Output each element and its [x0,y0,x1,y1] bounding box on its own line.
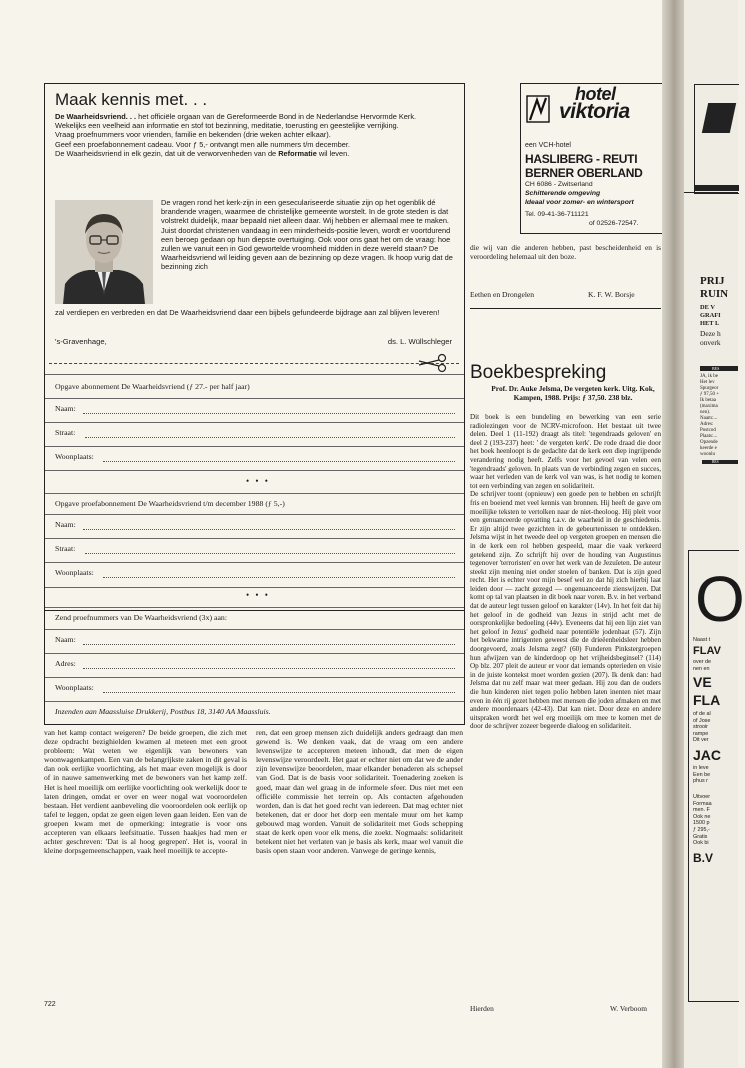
author-portrait [55,200,153,304]
rp-nen: nen). [700,410,711,415]
divider-6 [45,493,464,494]
rp-overde: over de [693,659,711,665]
review-book-info: Prof. Dr. Auke Jelsma, De vergeten kerk. Uitg. Kok, Kampen, 1988. Prijs: ƒ 37,50. 238 blz. [491,384,655,402]
form-body-right: De vragen rond het kerk-zijn in een geseculariseerde situatie zijn op het ogenblik dé brandende vragen, waarmee de christelijke gemeente worstelt. In de grote steden is dat volstrekt duidelijk, maar bepaald niet alleen daar. Wij hebben er allemaal mee te maken. Juist doordat christenen vandaag in een minderheids-positie leven, wordt er voortdurend een beroep gedaan op hun diepste overtuiging. Ook voor ons gaat het om de vraag: hoe zullen we vanuit een in God gewortelde vroomheid midden in deze wereld staan? De Waarheidsvriend wil leiding geven aan de bezinning op deze vragen. Ik hoop vurig dat de bezinning zich [161,198,453,272]
rp-ditver: Dit ver [693,737,709,744]
article-column-1: van het kamp contact weigeren? De beide groepen, die zich met deze opdracht bezighielden kwamen al meteen met een groot probleem: Wat weten we eigenlijk van bewoners van woonwagenkampen. Een van de belangrijkste zaken in dit geval is dan ook eerlijke voorlichting, als het maar even mogelijk is door of in nauwe samenwerking met de bewoners van het kamp zelf. Het is heel moeilijk om eerlijke voorlichting ook werkelijk door te laten dringen, omdat er over en weer nogal wat vooroordelen bestaan. Het verdient aanbeveling die vooroordelen ook eerlijk op tafel te leggen, opdat ze geen eigen leven gaan leiden. Een van de groepen kwam met de opmerking: integratie is voor ons accepteren van elkaars leefsituatie. Tussen haakjes had men er achter geschreven: 'Dat is al hoog gegrepen'. Het is, vooral in kleine dorpsgemeenschappen, vaak heel moeilijk te accepte- [44,728,247,856]
rp-naast: Naast t [693,637,711,643]
rp-ad-frame-2 [688,550,745,1002]
s2-straat-field[interactable] [85,553,455,554]
rp-prij: PRIJ [700,275,725,287]
rp-postc: Postcod [700,428,716,433]
s1-straat-label: Straat: [55,428,76,437]
review-paragraph-2: De schrijver toont (opnieuw) een goede pen te hebben en schrijft fris en boeiend met veel kennis van bronnen. Hij heeft de gave om moeilijke teksten te vertolken naar de niet-theoloog. Hij pleit voor een genuanceerde opvatting t.a.v. de waarheid in de geschiedenis. Er zijn altijd twee gezichten in de gebeurtenissen te ontdekken. Jelsma wijst in het tweede deel op vergeten groepen en mensen die in de kerk een rol hebben gespeeld, maar die vaak verkeerd getekend zijn. Zo schrijft hij over de houding van Augustinus tegenover 'terroristen' en over het werk van de Jezuïeten. De auteur steekt zijn mening niet onder stoelen of banken. Dat is zijn goed recht. Het is echter voor mijn besef wel zo dat hij zich hierbij laat leiden door — zacht gezegd — ongenuanceerde zienswijzen. Dat komt op tal van plaatsen in dit boek naar voren. B.v. in het verband dat de auteur legt tussen geloof en karakter (14v). In het feit dat hij het geloof in de godheid van Jezus in strijd acht met de oorspronkelijke bedoeling (44v). Eveneens dat hij een lijn ziet van het geloof in Jezus' godheid naar potentiële jodenhaat (57). Zijn het bekwame intrigenten geweest die de drieëenheidsleer hebben doorgevoerd, zoals Jelsma zegt? (60) Funderen Pinkstergroepen hun afwijzen van de kinderdoop op het vrijheidsbeginsel? (114) Op blz. 207 pleit de auteur er voor dat iemands opterieden en visie in de juiste kontekst moet worden gezien (207). Ik denk dan: had Jelsma dat nu zelf maar wat meer gedaan. Hij zou dan de ouders die hun kinderen niet tegen polio hebben laten inenten niet maar even in één rij gezet hebben met mensen die joden afmaken en met andere moordenaars (42-43). Dat kan niet. Door deze en andere uitspraken wordt het wel erg moeilijk om mee te komen met de door de schrijver zozeer begeerde dialoog en solidariteit. [470,490,661,731]
hotel-tel-2: of 02526-72547. [589,220,639,227]
s1-straat-field[interactable] [85,437,455,438]
s3-woonplaats-field[interactable] [103,692,455,693]
hotel-tagline-1: Schitterende omgeving [525,190,601,197]
rp-opz: Opzende [700,440,718,445]
adjacent-page [684,0,745,1068]
rp-adres: Adres: [700,422,714,427]
review-sign-name: W. Verboom [610,1004,647,1013]
separator-1: • • • [246,476,270,486]
rp-p1500: 1500 p [693,820,710,827]
rp-f97: ƒ 97,50 + [700,392,720,397]
rp-block-1 [693,711,711,744]
divider-8 [45,538,464,539]
divider-2 [45,398,464,399]
s3-adres-field[interactable] [83,668,455,669]
rp-logo-mark [702,103,736,133]
rp-ikbet: Ik betaa [700,398,716,403]
rp-ramp: rampe [693,730,709,737]
intro-reformatie: Reformatie [278,148,317,158]
hotel-name-1: HASLIBERG - REUTI [525,152,638,166]
rp-book-ad [684,192,738,513]
place-name: 's-Gravenhage, [55,337,107,346]
rp-ofdeal: of de al [693,711,711,717]
hotel-address: CH 6086 - Zwitserland [525,181,593,188]
intro-line-5a: De Waarheidsvriend in elk gezin, dat uit de verworvenheden van de [55,148,279,158]
hotel-logo-line1: hotel [575,84,616,104]
rp-ja: JA, ik be [700,374,718,379]
rp-ad-bar [695,185,739,191]
book-gutter [662,0,684,1068]
rp-block-3 [693,794,712,847]
rp-onverk: onverk [700,338,721,347]
rp-stroo: strooir [693,724,708,731]
s2-naam-field[interactable] [83,529,455,530]
hotel-name-2: BERNER OBERLAND [525,166,643,180]
rp-flav: FLAV [693,645,721,657]
rp-phus: phus r [693,778,708,785]
rp-de: DE V [700,304,715,311]
hotel-tel-1: Tel. 09-41-36-711121 [525,211,589,218]
s2-woonplaats-field[interactable] [103,577,455,578]
s2-naam-label: Naam: [55,520,76,529]
divider-11 [45,607,464,608]
s3-naam-field[interactable] [83,644,455,645]
divider-3 [45,422,464,423]
rp-spurg: Spurgeor [700,386,719,391]
divider-9 [45,562,464,563]
top-right-sign-name: K. F. W. Borsje [588,290,635,299]
intro-line-4: Geef een proefabonnement cadeau. Voor ƒ 5,- ontvangt men alle nummers t/m december. [55,139,350,149]
rp-eenbe: Een be [693,771,711,778]
s3-adres-label: Adres: [55,659,76,668]
form-title: Maak kennis met. . . [55,90,208,109]
s3-naam-label: Naam: [55,635,76,644]
rp-plaats: Plaats:... [700,434,718,439]
hotel-tagline-2: Ideaal voor zomer- en wintersport [525,199,634,206]
form-footer-address: Inzenden aan Maassluise Drukkerij, Postbus 18, 3140 AA Maassluis. [55,707,271,716]
hotel-advertisement [520,83,663,234]
review-heading: Boekbespreking [470,362,607,383]
rp-jac: JAC [693,747,722,763]
rp-ookbi: Ook bi [693,840,709,847]
rp-fla: FLA [693,692,721,708]
intro-bold: De Waarheidsvriend. . . [55,112,137,121]
divider-5 [45,470,464,471]
rp-bes: BES [712,366,720,371]
review-paragraph-1: Dit boek is een bundeling en bewerking van een serie radiolezingen voor de NCRV-microfoon. Het bestaat uit twee delen. Deel 1 (11-192) draagt als titel: 'tegendraads geloven' en deel 2 (193-237) heet: ' de vergeten kerk'. De rode draad die door het boek heenloopt is de gedachte dat de kerk een diep ingrijpende verandering nodig heeft. Zelfs voor het gevoel van velen een 'tegendraads' geloven. In plaats van de verbinding zegen en succes, waar het verleden van de kerk vol van was, is het nodig te komen tot een verbinding van zegen en solidariteit. [470,413,661,490]
rp-bv: B.V [693,851,714,865]
divider-13 [45,653,464,654]
top-right-sign-place: Eethen en Drongelen [470,290,535,299]
rp-ookne: Ook ne [693,813,711,820]
rp-woon: woonlu [700,452,715,457]
form-box-lower [44,586,465,725]
intro-line-1: het officiële orgaan van de Gereformeerde Bond in de Nederlandse Hervormde Kerk. [136,112,417,121]
portrait-image [55,200,153,304]
s1-naam-field[interactable] [83,413,455,414]
rp-ad-frame-1 [694,84,739,194]
intro-line-3: Vraag proefnummers voor vrienden, familie en bekenden (drie weken achter elkaar). [55,130,331,140]
rp-ofjos: of Jose [693,717,711,724]
subscription-form-box [44,83,465,611]
s1-woonplaats-field[interactable] [103,461,455,462]
rp-hetlev: Het lev [700,380,715,385]
rp-coupon-text [700,374,719,458]
rp-maxim: (maxima [700,404,718,409]
section-3-title: Zend proefnummers van De Waarheidsvriend (3x) aan: [55,613,227,622]
form-body-full: zal verdiepen en verbreden en dat De Waarheidsvriend daar een bijbels gefundeerde bijdrage aan zal blijven leveren! [55,308,440,317]
rp-bes2: BES [712,460,719,464]
hotel-chain: een VCH-hotel [525,142,571,149]
review-sign-place: Hierden [470,1004,494,1013]
section-2-title: Opgave proefabonnement De Waarheidsvriend t/m december 1988 (ƒ 5,-) [55,499,285,508]
rp-p295: ƒ 295,- [693,826,710,833]
rp-inlev: in leve [693,765,709,771]
s3-woonplaats-label: Woonplaats: [55,683,94,692]
page-number: 722 [44,1001,56,1008]
s1-woonplaats-label: Woonplaats: [55,452,94,461]
rp-keerde: keerde e [700,446,717,451]
rp-uitv: Uitvoer [693,794,711,800]
rp-coupon-bar-2 [702,460,738,464]
divider-12 [45,629,464,630]
article-column-2: ren, dat een groep mensen zich duidelijk anders gedraagt dan men gewend is. We denken vaak, dat de vraag om een andere levenswijze te accepteren meteen inhoudt, dat men de eigen levenswijze veroordeelt. Het gaat er echter niet om dat we de ander zijn levenswijze beoordelen, maar elkander benaderen als schepsel van God. Dat is de basis voor solidariteit. Toenadering zoeken is goed, maar dan wel graag in de informele sfeer. Dus niet met een officiële commissie het terrein op. Als contacten afgehouden worden, dan is dat het goed recht van iedereen. Dat mag echter niet betekenen, dat er door het dorp een mentale muur om het kamp gebouwd mag worden. Vanuit de solidariteit met Gods schepping staat de kerk open voor elk mens, die zoekt. Nogmaals: solidariteit betekent niet het verlaten van je basis als kerk, maar wel vanuit die basis open staan voor anderen. Vanwege de geringe kennis, [256,728,463,856]
signer-name: ds. L. Wüllschleger [387,337,452,346]
rp-graf: GRAFI [700,312,721,319]
rp-het: HET L [700,320,720,327]
rp-nenen: nen en [693,666,710,672]
rp-block-2 [693,765,710,785]
rp-men: men. F [693,807,710,814]
divider-14 [45,677,464,678]
intro-line-5c: wil leven. [316,148,350,158]
divider-4 [45,446,464,447]
divider-7 [45,514,464,515]
form-intro [55,112,457,158]
divider-1 [45,374,464,375]
top-right-rule [470,308,661,309]
top-right-text: die wij van die anderen hebben, past bescheidenheid en is veroordeling helemaal uit den boze. [470,243,661,262]
rp-bigO: O [695,563,745,635]
rp-ruin: RUIN [700,288,729,300]
cut-line [49,363,459,364]
s1-naam-label: Naam: [55,404,76,413]
rp-ve: VE [693,674,712,690]
rp-gratis: Gratis [693,833,708,840]
review-body [470,413,661,731]
rp-deze: Deze h [700,329,721,338]
section-1-title: Opgave abonnement De Waarheidsvriend (ƒ 27.- per half jaar) [55,382,250,391]
rp-form: Formaa [693,800,712,807]
intro-line-2: Wekelijks een veelheid aan informatie en stof tot bezinning, meditatie, toerusting en geestelijke verrijking. [55,121,399,131]
hotel-logo-line2: viktoria [559,100,630,123]
separator-2: • • • [246,590,270,600]
s2-straat-label: Straat: [55,544,76,553]
s2-woonplaats-label: Woonplaats: [55,568,94,577]
divider-15 [45,701,464,702]
rp-naam: Naam:... [700,416,718,421]
